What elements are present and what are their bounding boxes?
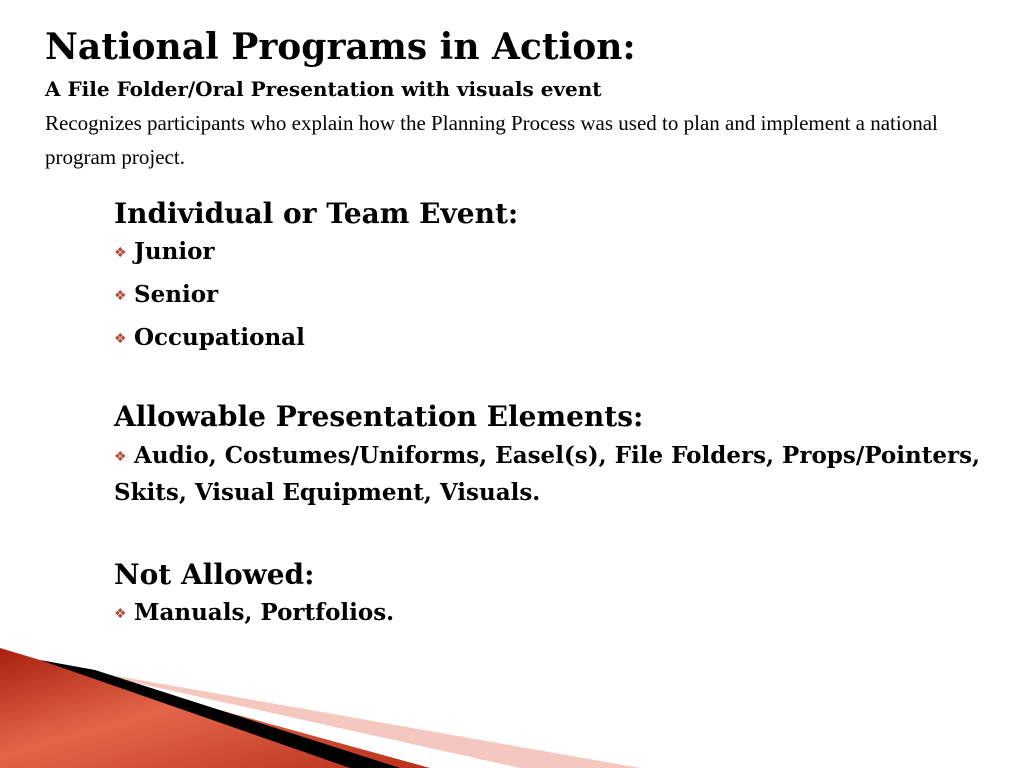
section-individual-or-team [114, 197, 994, 360]
slide-subtitle: A File Folder/Oral Presentation with visuals event [45, 77, 602, 101]
bullet-list [114, 438, 994, 510]
list-item [114, 274, 994, 317]
list-item [114, 592, 994, 635]
slide-description: Recognizes participants who explain how the Planning Process was used to plan and implement a national program project. [45, 111, 938, 169]
list-item [114, 231, 994, 274]
list-item-label: Junior [134, 238, 215, 265]
corner-swoosh-decoration [0, 630, 1024, 768]
list-item-label: Occupational [134, 324, 305, 351]
diamond-bullet-icon: ❖ [114, 331, 127, 347]
bullet-list [114, 231, 994, 360]
list-item-label: Senior [134, 281, 219, 308]
diamond-bullet-icon: ❖ [114, 288, 127, 304]
section-heading: Individual or Team Event: [114, 197, 519, 230]
list-item-label: Audio, Costumes/Uniforms, Easel(s), File Folders, Props/Pointers, Skits, Visual Equipment, Visuals. [114, 442, 981, 506]
section-not-allowed [114, 558, 994, 635]
section-heading: Not Allowed: [114, 558, 315, 591]
diamond-bullet-icon: ❖ [114, 245, 127, 261]
section-heading: Allowable Presentation Elements: [114, 400, 644, 433]
list-item [114, 438, 994, 510]
list-item [114, 317, 994, 360]
slide-title: National Programs in Action: [45, 26, 636, 68]
list-item-label: Manuals, Portfolios. [134, 599, 395, 626]
section-allowable-elements [114, 400, 994, 510]
diamond-bullet-icon: ❖ [114, 606, 127, 622]
diamond-bullet-icon: ❖ [114, 449, 127, 465]
bullet-list [114, 592, 994, 635]
